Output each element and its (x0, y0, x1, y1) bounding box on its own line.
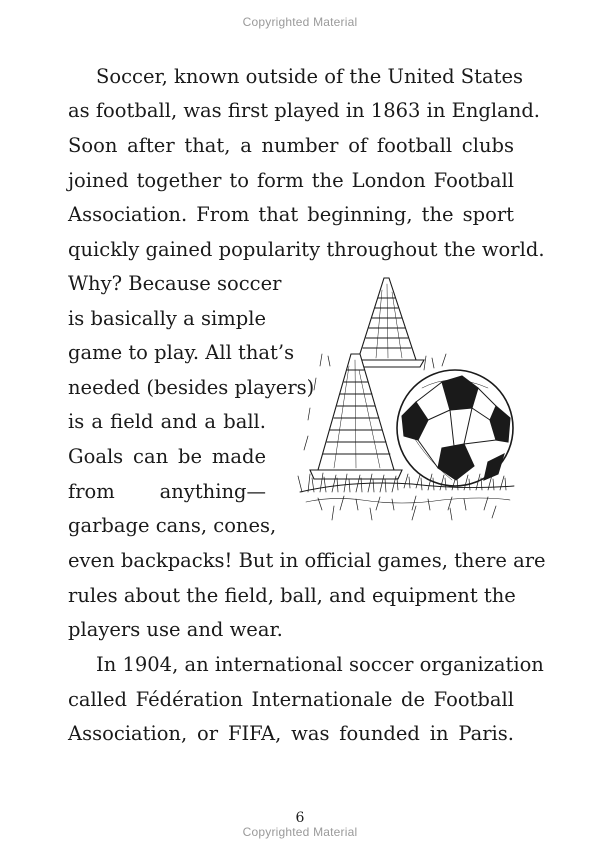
text-line: even backpacks! But in official games, there are (68, 549, 546, 572)
text-line: Why? Because soccer (68, 272, 282, 295)
text-line: In 1904, an international soccer organization (96, 653, 544, 676)
text-line: Association, or FIFA, was founded in Paris. (68, 722, 514, 745)
text-line: Goals can be made (68, 445, 266, 468)
text-line: rules about the field, ball, and equipment the (68, 584, 516, 607)
text-line: garbage cans, cones, (68, 514, 277, 537)
text-line: is basically a simple (68, 307, 266, 330)
page-number: 6 (295, 810, 305, 826)
text-line: game to play. All that’s (68, 341, 295, 364)
text-line: Soon after that, a number of football clubs (68, 134, 514, 157)
text-line: quickly gained popularity throughout the world. (68, 238, 545, 261)
text-line: joined together to form the London Football (68, 169, 514, 192)
soccer-ball-and-cones-illustration (292, 270, 518, 532)
text-line: is a field and a ball. (68, 410, 266, 433)
text-line: called Fédération Internationale de Football (68, 688, 514, 711)
copyright-watermark-top: Copyrighted Material (242, 15, 358, 29)
copyright-watermark-bottom: Copyrighted Material (242, 825, 358, 839)
soccer-ball (397, 370, 513, 486)
back-cone (352, 278, 424, 367)
front-cone (310, 354, 402, 479)
text-line: players use and wear. (68, 618, 283, 641)
text-line: as football, was first played in 1863 in England. (68, 99, 541, 122)
text-line: Soccer, known outside of the United States (96, 65, 524, 88)
text-line: needed (besides players) (68, 376, 315, 399)
text-line: Association. From that beginning, the sport (68, 203, 514, 226)
text-line: from anything— (68, 480, 266, 503)
